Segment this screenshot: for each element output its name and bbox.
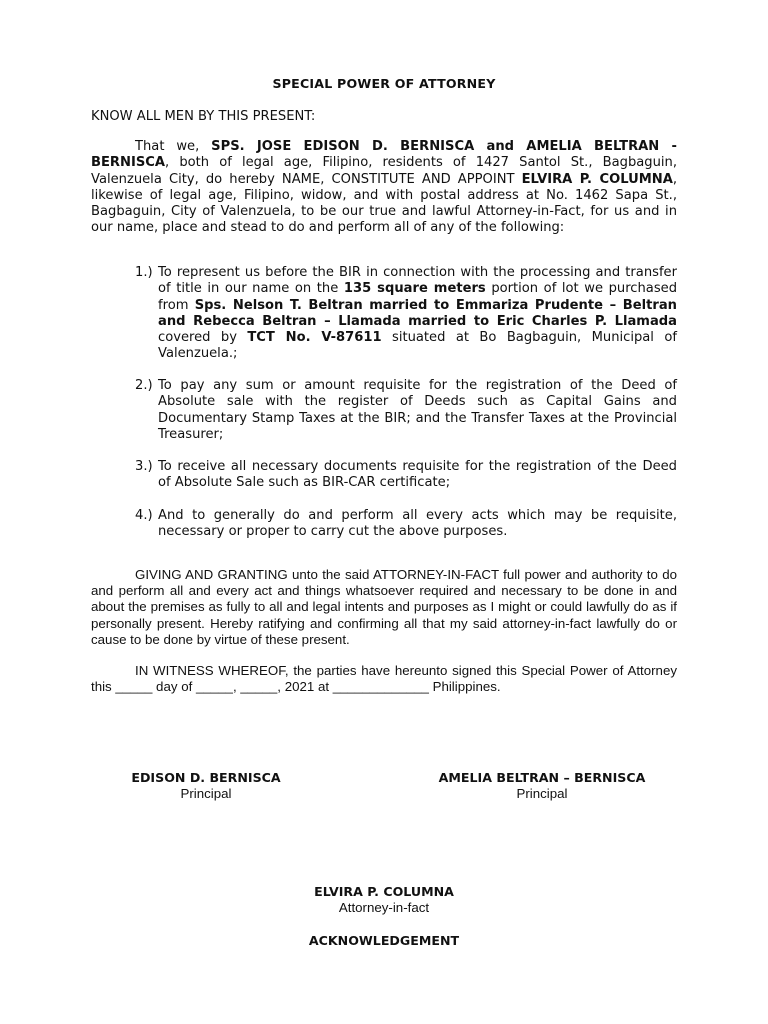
- granting-paragraph: GIVING AND GRANTING unto the said ATTORNEY-IN-FACT full power and authority to do and perform all and every act and things whatsoever required and necessary to be done in and about the premises as fully to all and legal intents and purposes as I might or could lawfully do as if personally present. Hereby ratifying and confirming all that my said attorney-in-fact lawfully do or cause to be done by virtue of these present.: [91, 567, 677, 647]
- item-text: And to generally do and perform all every acts which may be requisite, necessary or proper to carry cut the above purposes.: [158, 508, 677, 540]
- document-title: SPECIAL POWER OF ATTORNEY: [272, 76, 496, 91]
- signatory-role: Principal: [516, 786, 568, 802]
- item-number: 2.): [135, 378, 153, 393]
- principals-names: SPS. JOSE EDISON D. BERNISCA and AMELIA BELTRAN - BERNISCA: [91, 139, 677, 171]
- signature-block: [412, 770, 672, 803]
- item-text: To represent us before the BIR in connection with the processing and transfer of title in our name on the 135 square meters portion of lot we purchased from Sps. Nelson T. Beltran married to Emmariza Prudente – Beltran and Rebecca Beltran – Llamada married to Eric Charles P. Llamada covered by TCT No. V-87611 situated at Bo Bagbaguin, Municipal of Valenzuela.;: [158, 265, 678, 362]
- item-text: To pay any sum or amount requisite for the registration of the Deed of Absolute sale with the register of Deeds such as Capital Gains and Documentary Stamp Taxes at the BIR; and the Transfer Taxes at the Provincial Treasurer;: [158, 378, 677, 442]
- signatory-name: AMELIA BELTRAN – BERNISCA: [438, 770, 646, 785]
- item-text: To receive all necessary documents requisite for the registration of the Deed of Absolute Sale such as BIR-CAR certificate;: [158, 459, 677, 491]
- signatory-name: EDISON D. BERNISCA: [131, 770, 281, 785]
- signatory-name: ELVIRA P. COLUMNA: [314, 884, 454, 899]
- signature-block: [96, 770, 316, 803]
- item-number: 4.): [135, 508, 153, 523]
- item-number: 3.): [135, 459, 153, 474]
- witness-paragraph: IN WITNESS WHEREOF, the parties have hereunto signed this Special Power of Attorney this _____ day of _____, _____, 2021 at _____________ Philippines.: [91, 663, 677, 695]
- item-number: 1.): [135, 265, 153, 280]
- signatory-role: Principal: [180, 786, 232, 802]
- signature-block: [254, 884, 514, 917]
- attorney-name: ELVIRA P. COLUMNA: [521, 171, 673, 187]
- constitution-paragraph: That we, SPS. JOSE EDISON D. BERNISCA and AMELIA BELTRAN - BERNISCA, both of legal age, Filipino, residents of 1427 Santol St., Bagbaguin, Valenzuela City, do hereby NAME, CONSTITUTE AND APPOINT ELVIRA P. COLUMNA, likewise of legal age, Filipino, widow, and with postal address at No. 1462 Sapa St., Bagbaguin, City of Valenzuela, to be our true and lawful Attorney-in-Fact, for us and in our name, place and stead to do and perform all of any of the following:: [91, 139, 678, 236]
- acknowledgement-heading: ACKNOWLEDGEMENT: [308, 933, 460, 948]
- intro-line: KNOW ALL MEN BY THIS PRESENT:: [91, 109, 316, 124]
- signatory-role: Attorney-in-fact: [338, 900, 430, 916]
